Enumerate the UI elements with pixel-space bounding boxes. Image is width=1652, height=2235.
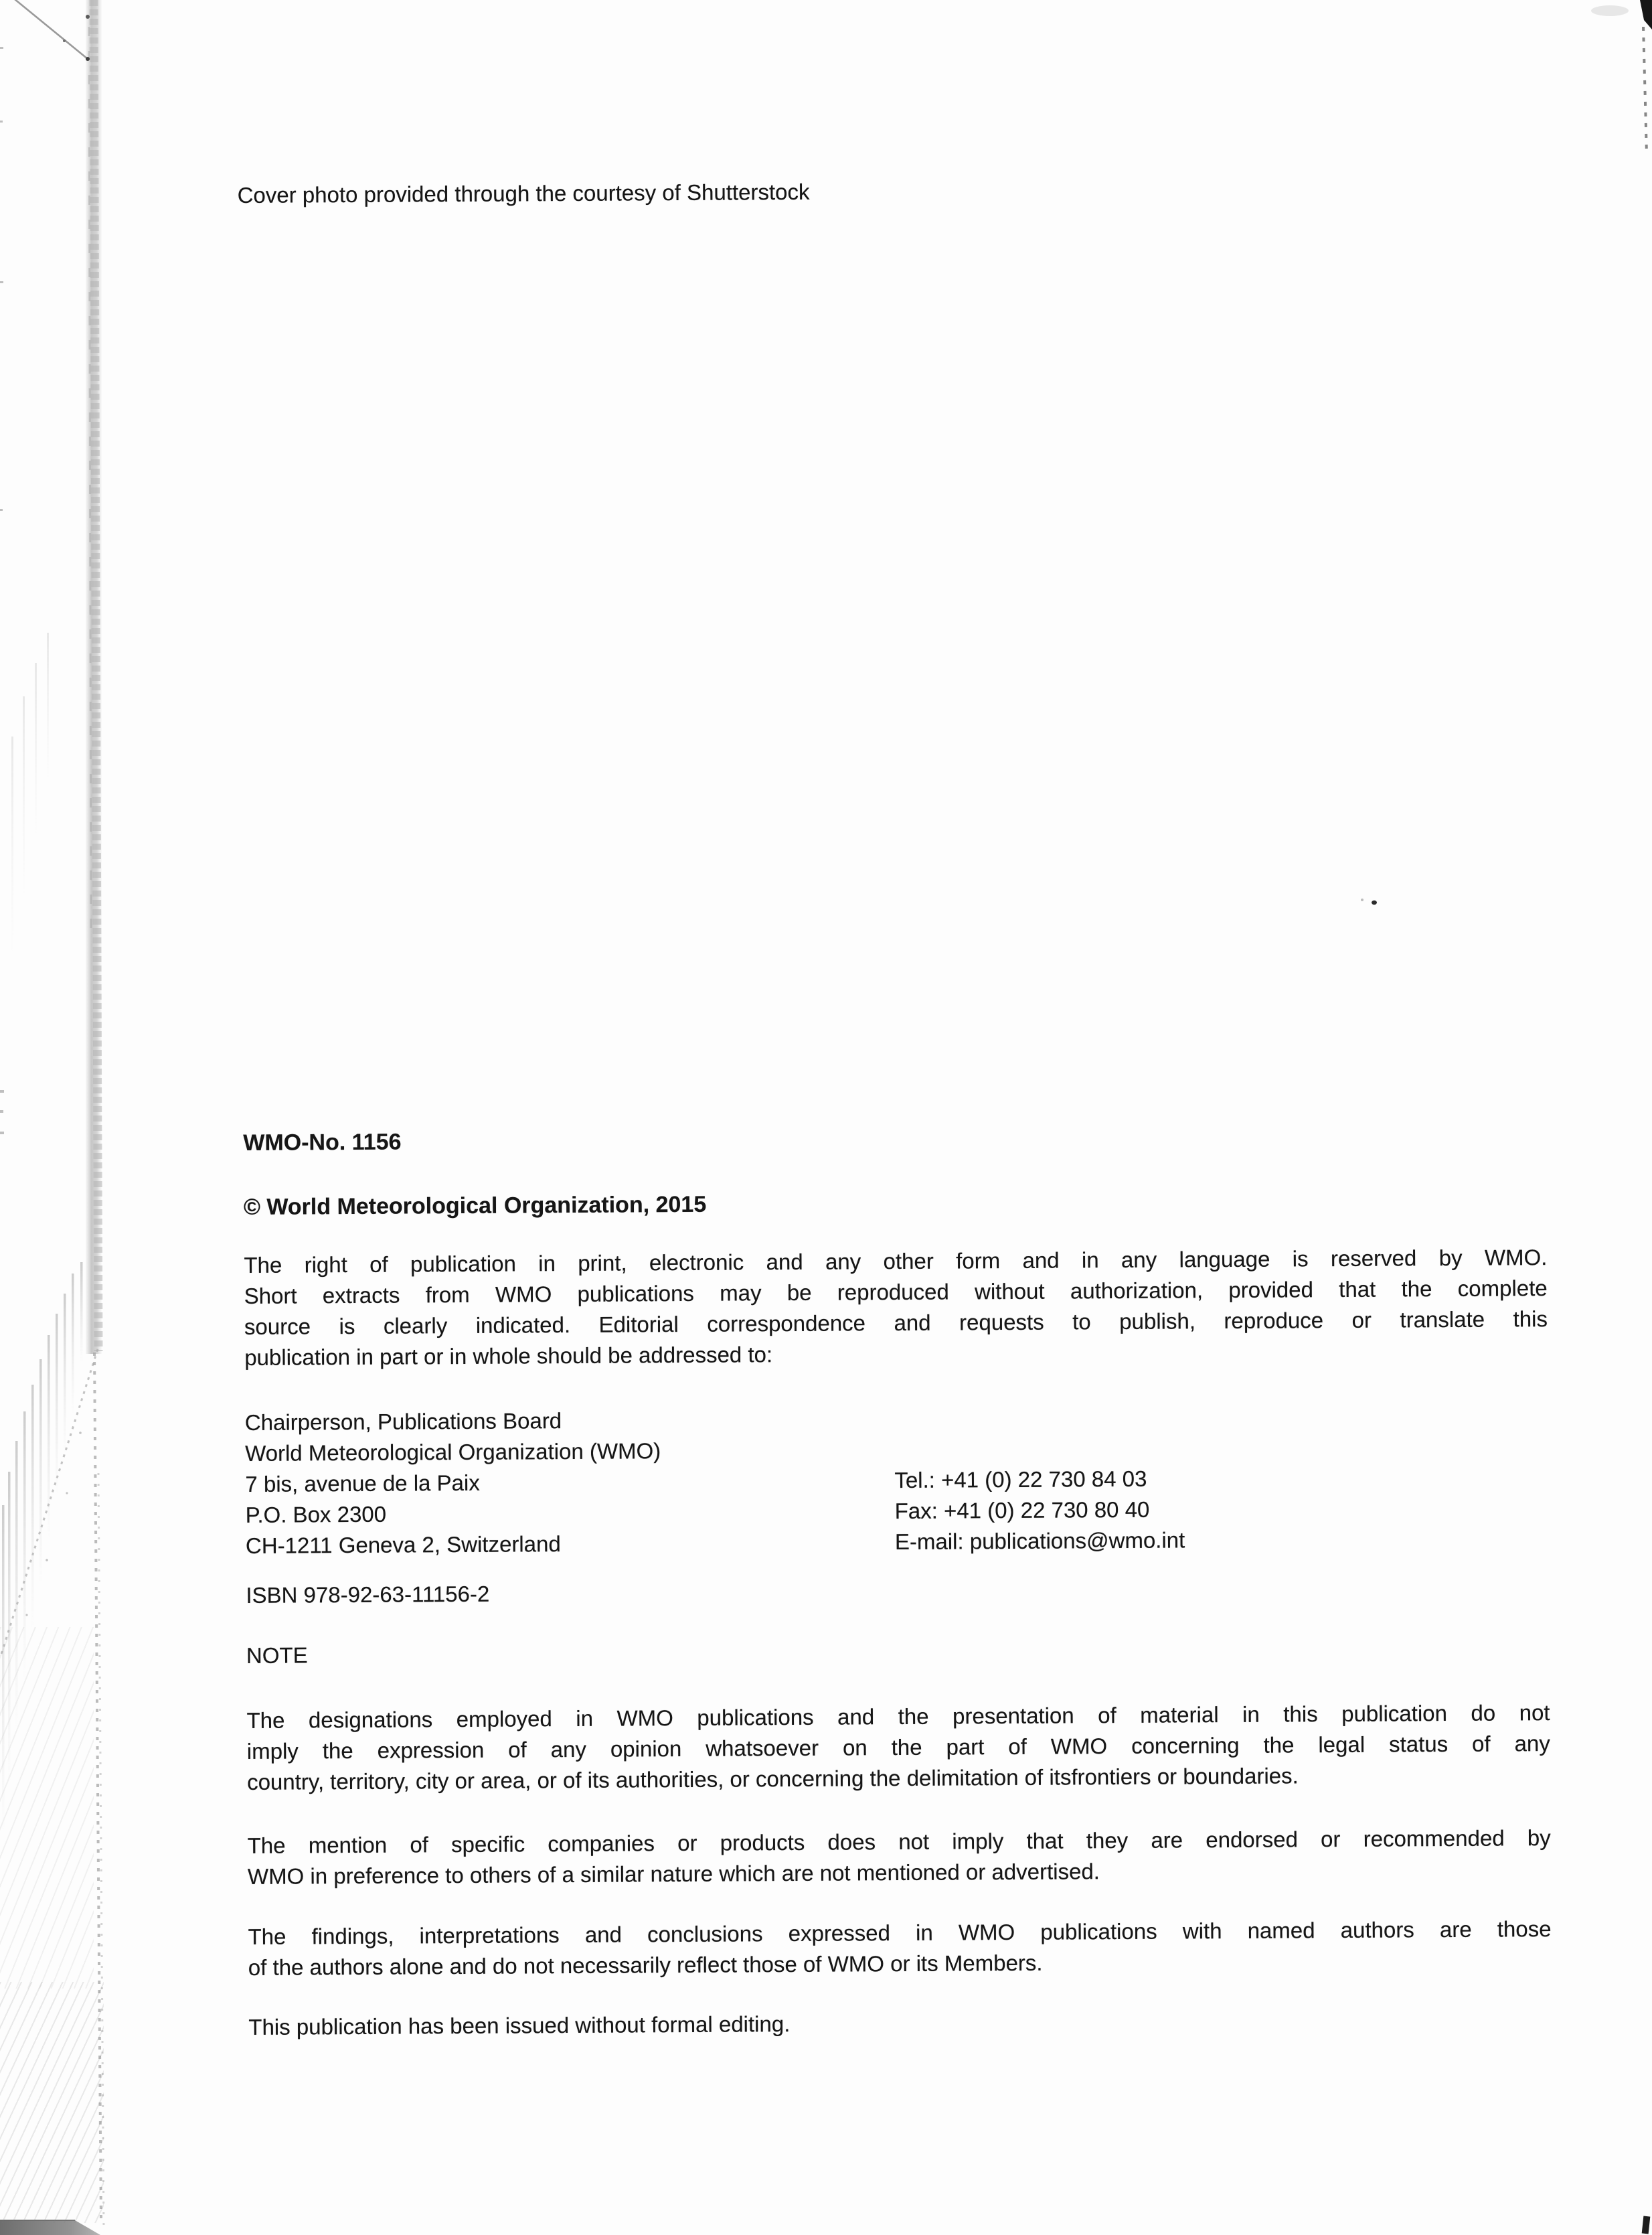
contact-email: E-mail: publications@wmo.int bbox=[894, 1527, 1185, 1555]
rights-paragraph bbox=[244, 1242, 1548, 1373]
paragraph-line: publication in part or in whole should be addressed to: bbox=[244, 1342, 773, 1370]
left-edge-ticks bbox=[0, 47, 4, 1134]
upper-comb-streaks bbox=[11, 633, 49, 957]
paragraph-line: country, territory, city or area, or of its authorities, or concerning the delimitation of itsfrontiers or boundaries. bbox=[247, 1763, 1299, 1794]
note-paragraph-1 bbox=[246, 1697, 1550, 1798]
note-paragraph-3 bbox=[248, 1914, 1552, 1983]
closing-line: This publication has been issued without formal editing. bbox=[248, 2011, 791, 2039]
paragraph-line: The findings, interpretations and conclusions expressed in WMO publications with named authors are those bbox=[248, 1916, 1552, 1949]
top-right-corner-mark bbox=[1640, 0, 1652, 29]
address-pobox: P.O. Box 2300 bbox=[245, 1501, 387, 1527]
paragraph-line: source is clearly indicated. Editorial correspondence and requests to publish, reproduce or translate this bbox=[244, 1306, 1548, 1339]
isbn-line: ISBN 978-92-63-11156-2 bbox=[246, 1581, 490, 1608]
bottom-right-mark bbox=[1642, 2216, 1651, 2234]
paragraph-line: of the authors alone and do not necessarily reflect those of WMO or its Members. bbox=[248, 1950, 1043, 1980]
address-organization: World Meteorological Organization (WMO) bbox=[245, 1438, 661, 1466]
paragraph-line: The designations employed in WMO publications and the presentation of material in this publication do not bbox=[246, 1700, 1550, 1733]
paragraph-line: Short extracts from WMO publications may be reproduced without authorization, provided that the complete bbox=[244, 1276, 1548, 1308]
note-paragraph-2 bbox=[248, 1823, 1552, 1892]
address-street: 7 bis, avenue de la Paix bbox=[245, 1470, 480, 1496]
paragraph-line: The right of publication in print, electronic and any other form and in any language is reserved by WMO. bbox=[244, 1245, 1548, 1278]
paragraph-line: WMO in preference to others of a similar nature which are not mentioned or advertised. bbox=[247, 1859, 1100, 1889]
contact-tel: Tel.: +41 (0) 22 730 84 03 bbox=[894, 1466, 1147, 1493]
paragraph-line: The mention of specific companies or products does not imply that they are endorsed or recommended by bbox=[247, 1825, 1551, 1858]
wmo-number: WMO-No. 1156 bbox=[243, 1129, 402, 1156]
diagonal-speckle-line bbox=[1, 1349, 98, 1654]
edge-hatch-texture-lower bbox=[0, 1982, 104, 2223]
paragraph-line: imply the expression of any opinion whatsoever on the part of WMO concerning the legal status of any bbox=[246, 1731, 1550, 1764]
address-city: CH-1211 Geneva 2, Switzerland bbox=[245, 1531, 561, 1558]
edge-hatch-texture-upper bbox=[0, 1627, 94, 1989]
page-edge-strip bbox=[86, 0, 102, 1354]
page-content bbox=[238, 172, 1552, 2043]
address-block bbox=[245, 1399, 1549, 1561]
copyright-line: © World Meteorological Organization, 2015 bbox=[243, 1191, 707, 1220]
note-heading: NOTE bbox=[246, 1642, 308, 1668]
cover-credit-line: Cover photo provided through the courtesy of Shutterstock bbox=[237, 179, 810, 208]
contact-fax: Fax: +41 (0) 22 730 80 40 bbox=[894, 1496, 1150, 1524]
top-left-crease bbox=[11, 0, 88, 59]
address-chairperson: Chairperson, Publications Board bbox=[244, 1408, 562, 1435]
